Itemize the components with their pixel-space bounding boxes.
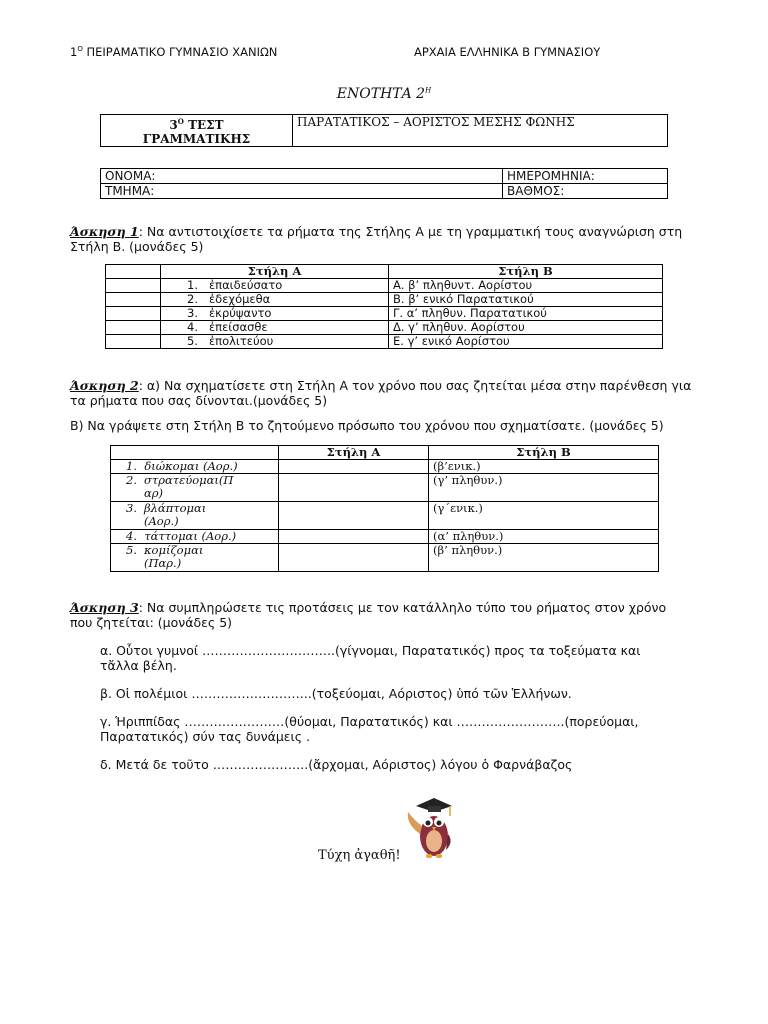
exercise3-instructions: Άσκηση 3: Να συμπληρώσετε τις προτάσεις με τον κατάλληλο τύπο του ρήματος στον χρόνο που ζητείται: (μονάδες 5) [70,600,667,630]
exercise2-instructions-b: Β) Να γράψετε στη Στήλη Β το ζητούμενο πρόσωπο του χρόνου που σχηματίσατε. (μονάδες 5) [70,418,664,433]
ex2-col-a: Στήλη Α [279,446,429,460]
name-field: ΟΝΟΜΑ: [101,169,503,184]
sentence-c: γ. Ἡριππίδας ……………………(θύομαι, Παρατατικός) και ……………………..(πορεύομαι, Παρατατικός) σύν τας δυνάμεις . [100,714,639,744]
ex1-col-b: Στήλη Β [389,265,663,279]
table-row: 1. διώκομαι (Αορ.) (β’ενικ.) [111,460,659,474]
exercise1-instructions: Άσκηση 1: Να αντιστοιχίσετε τα ρήματα της Στήλης Α με τη γραμματική τους αναγνώριση στη Στήλη Β. (μονάδες 5) [70,224,683,254]
table-row: 4. ἐπείσασθε Δ. γ’ πληθυν. Αορίστου [106,321,663,335]
test-topic: ΠΑΡΑΤΑΤΙΚΟΣ – ΑΟΡΙΣΤΟΣ ΜΕΣΗΣ ΦΩΝΗΣ [293,115,668,147]
subject-title: ΑΡΧΑΙΑ ΕΛΛΗΝΙΚΑ Β ΓΥΜΝΑΣΙΟΥ [414,45,601,59]
table-row: 4. τάττομαι (Αορ.) (α’ πληθυν.) [111,530,659,544]
grade-field: ΒΑΘΜΟΣ: [503,184,668,199]
class-field: ΤΜΗΜΑ: [101,184,503,199]
table-row: 5. ἐπολιτεύου Ε. γ’ ενικό Αορίστου [106,335,663,349]
page-title: ΕΝΟΤΗΤΑ $2^H$ [336,86,432,102]
ex1-col-a: Στήλη Α [161,265,389,279]
school-name: $1^O$ ΠΕΙΡΑΜΑΤΙΚΟ ΓΥΜΝΑΣΙΟ ΧΑΝΙΩΝ [70,45,278,59]
sentence-a: α. Οὗτοι γυμνοί …………………………..(γίγνομαι, Παρατατικός) προς τα τοξεύματα και τἄλλα βέλη. [100,643,641,673]
student-info-box [100,168,668,199]
owl-graduate-icon [402,794,454,862]
sentence-d: δ. Μετά δε τοῦτο …………………..(ἄρχομαι, Αόριστος) λόγου ὁ Φαρνάβαζος [100,757,573,772]
table-row: 2. ἐδεχόμεθα Β. β’ ενικό Παρατατικού [106,293,663,307]
test-box [100,114,668,147]
table-row: 2. στρατεύομαι(Π αρ) (γ’ πληθυν.) [111,474,659,502]
table-row: 5. κομίζομαι (Παρ.) (β’ πληθυν.) [111,544,659,572]
test-label: $3^O$ ΤΕΣΤ ΓΡΑΜΜΑΤΙΚΗΣ [101,115,293,147]
exercise2-instructions-a: Άσκηση 2: α) Να σχηματίσετε στη Στήλη Α τον χρόνο που σας ζητείται μέσα στην παρένθεση για τα ρήματα που σας δίνονται.(μονάδες 5) [70,378,692,408]
date-field: ΗΜΕΡΟΜΗΝΙΑ: [503,169,668,184]
table-row: 1. ἐπαιδεύσατο Α. β’ πληθυντ. Αορίστου [106,279,663,293]
sentence-b: β. Οἱ πολέμιοι ………………………..(τοξεύομαι, Αόριστος) ὑπό τῶν Ἑλλήνων. [100,686,572,701]
table-row: 3. βλάπτομαι (Αορ.) (γ΄ενικ.) [111,502,659,530]
table-row: 3. ἐκρύψαντο Γ. α’ πληθυν. Παρατατικού [106,307,663,321]
ex2-col-b: Στήλη Β [429,446,659,460]
exercise2-table [110,445,659,572]
good-luck-text: Τύχη ἀγαθῆ! [318,848,401,863]
exercise1-table [105,264,663,349]
